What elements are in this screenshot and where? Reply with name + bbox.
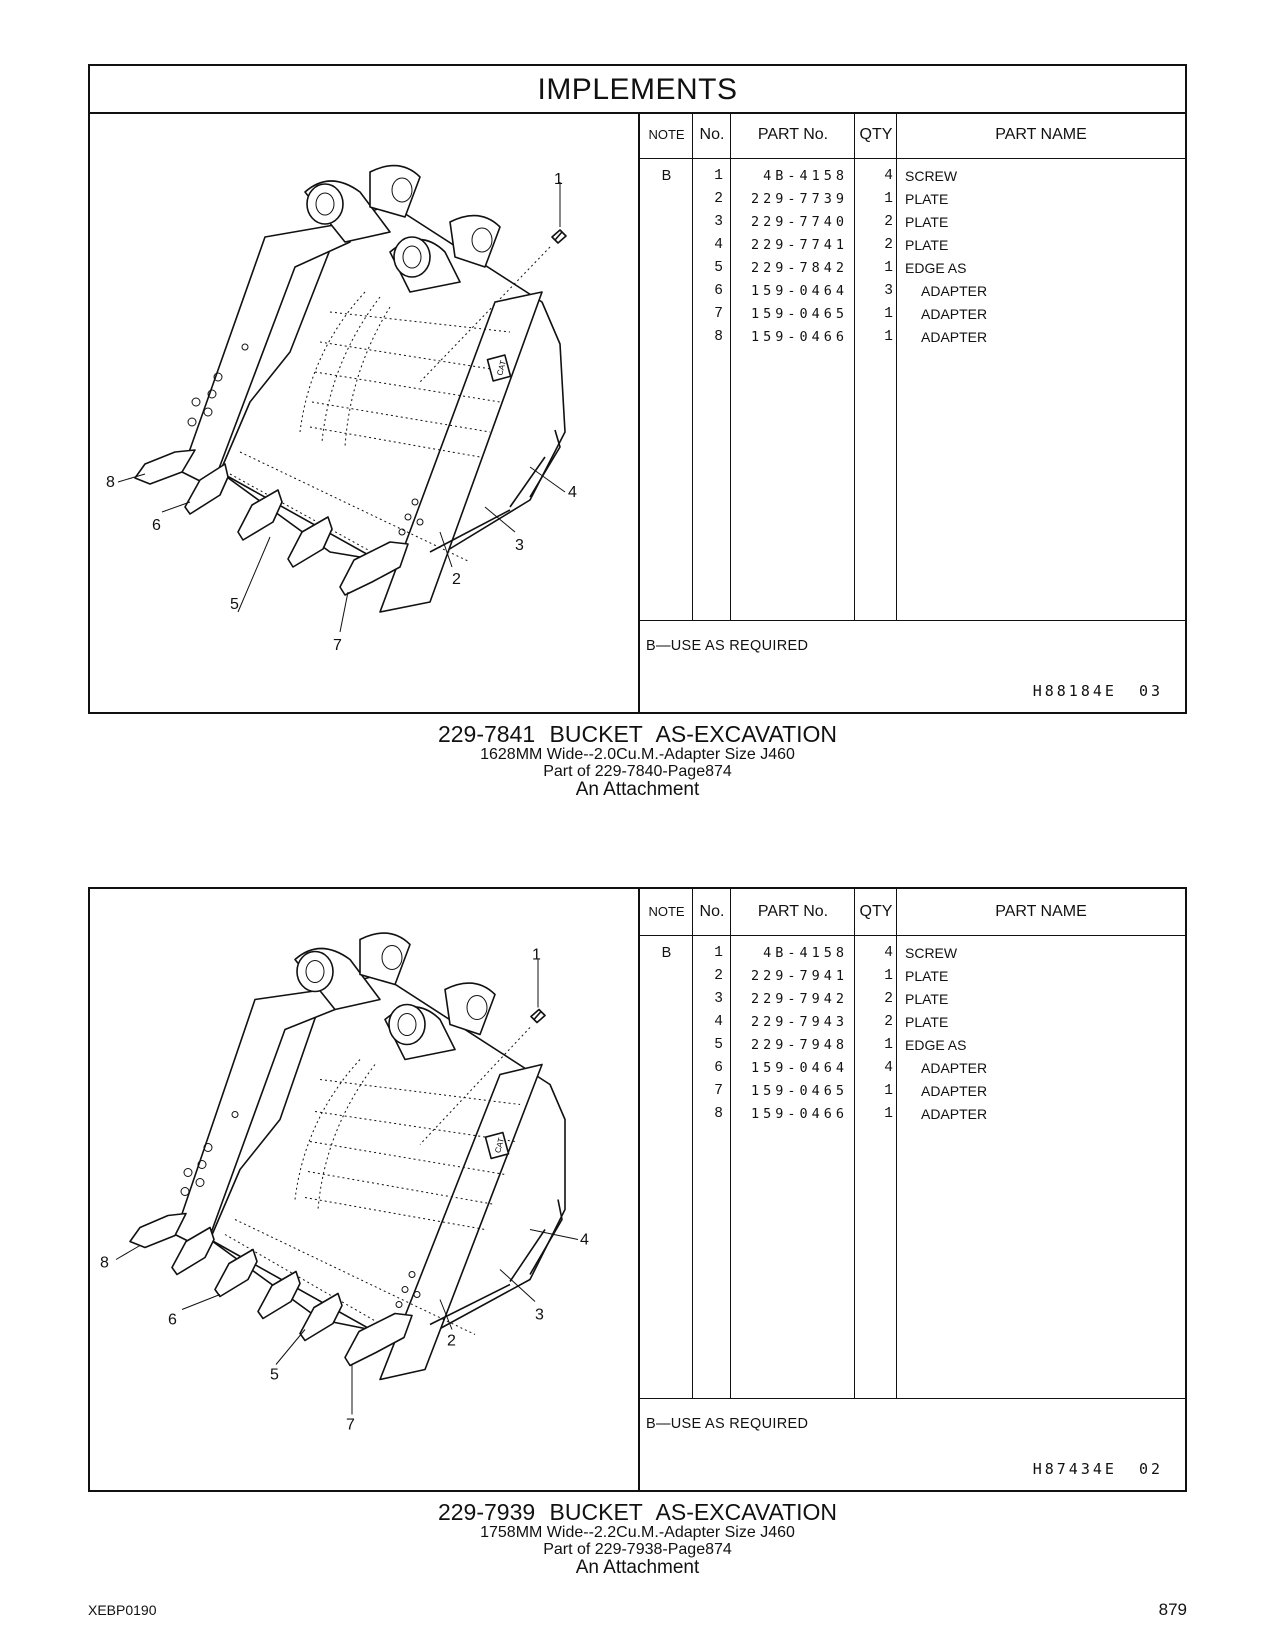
quantity-cell: 1 xyxy=(884,260,893,276)
bucket-drawing-1 xyxy=(90,112,638,712)
section-title: IMPLEMENTS xyxy=(90,66,1185,114)
reference-code: H88184E 03 xyxy=(1032,682,1163,700)
part-name-cell: PLATE xyxy=(905,968,949,984)
parts-table-1 xyxy=(638,112,1185,712)
part-name-cell: PLATE xyxy=(905,1014,949,1030)
part-number-cell: 159-0464 xyxy=(750,1060,848,1076)
quantity-cell: 3 xyxy=(884,283,893,299)
item-number-cell: 5 xyxy=(714,260,723,276)
parts-rows xyxy=(640,943,1185,1127)
item-number-cell: 2 xyxy=(714,191,723,207)
part-number-cell: 159-0466 xyxy=(750,1106,848,1122)
item-number-cell: 7 xyxy=(714,1083,723,1099)
header-note: NOTE xyxy=(648,904,685,919)
part-number-cell: 4B-4158 xyxy=(763,168,848,184)
callout-6: 6 xyxy=(152,517,161,534)
svg-text:CAT: CAT xyxy=(495,359,508,377)
header-part-name: PART NAME xyxy=(995,903,1087,920)
caption-line-2: Part of 229-7938-Page874 xyxy=(543,1541,732,1558)
callout-3: 3 xyxy=(515,537,524,554)
part-number-cell: 4B-4158 xyxy=(763,945,848,961)
quantity-cell: 1 xyxy=(884,1106,893,1122)
quantity-cell: 4 xyxy=(884,1060,893,1076)
table-row xyxy=(640,258,1185,281)
callout-2: 2 xyxy=(452,571,461,588)
item-number-cell: 8 xyxy=(714,1106,723,1122)
part-number-cell: 229-7739 xyxy=(750,191,848,207)
quantity-cell: 1 xyxy=(884,968,893,984)
table-row xyxy=(640,1058,1185,1081)
header-part-no: PART No. xyxy=(757,126,829,143)
caption-line-3: An Attachment xyxy=(575,1557,700,1578)
caption-1 xyxy=(88,722,1187,799)
table-row xyxy=(640,943,1185,966)
item-number-cell: 8 xyxy=(714,329,723,345)
quantity-cell: 4 xyxy=(884,945,893,961)
part-number-cell: 159-0464 xyxy=(750,283,848,299)
quantity-cell: 2 xyxy=(884,214,893,230)
part-name-cell: PLATE xyxy=(905,237,949,253)
callout-1: 1 xyxy=(554,171,563,188)
callout-7: 7 xyxy=(333,637,342,654)
part-name-cell: PLATE xyxy=(905,191,949,207)
callout-4: 4 xyxy=(580,1231,589,1249)
table-row xyxy=(640,1035,1185,1058)
caption-title: 229-7939 BUCKET AS-EXCAVATION xyxy=(437,1499,838,1525)
svg-text:CAT: CAT xyxy=(493,1136,506,1155)
part-number-cell: 159-0465 xyxy=(750,306,848,322)
part-name-cell: SCREW xyxy=(905,168,958,184)
header-part-name: PART NAME xyxy=(995,126,1087,143)
bucket-drawing-2 xyxy=(90,889,638,1490)
quantity-cell: 4 xyxy=(884,168,893,184)
table-row xyxy=(640,1081,1185,1104)
callout-2: 2 xyxy=(447,1332,456,1350)
quantity-cell: 2 xyxy=(884,1014,893,1030)
part-name-cell: ADAPTER xyxy=(921,283,988,299)
callout-3: 3 xyxy=(535,1306,544,1324)
quantity-cell: 2 xyxy=(884,991,893,1007)
part-number-cell: 229-7942 xyxy=(750,991,848,1007)
callout-5: 5 xyxy=(270,1366,279,1384)
caption-line-1: 1758MM Wide--2.2Cu.M.-Adapter Size J460 xyxy=(480,1524,795,1541)
note-cell: B xyxy=(661,945,672,961)
part-number-cell: 229-7842 xyxy=(750,260,848,276)
table-row xyxy=(640,189,1185,212)
part-name-cell: EDGE AS xyxy=(905,260,967,276)
part-number-cell: 229-7948 xyxy=(750,1037,848,1053)
table-row xyxy=(640,281,1185,304)
item-number-cell: 1 xyxy=(714,168,723,184)
header-no: No. xyxy=(699,126,725,143)
part-name-cell: PLATE xyxy=(905,991,949,1007)
table-row xyxy=(640,966,1185,989)
part-name-cell: ADAPTER xyxy=(921,329,988,345)
part-name-cell: SCREW xyxy=(905,945,958,961)
callout-1: 1 xyxy=(532,946,541,964)
header-qty: QTY xyxy=(859,903,893,920)
part-number-cell: 159-0465 xyxy=(750,1083,848,1099)
note-cell: B xyxy=(661,168,672,184)
caption-2 xyxy=(88,1500,1187,1577)
quantity-cell: 1 xyxy=(884,1037,893,1053)
caption-line-3: An Attachment xyxy=(575,779,700,800)
header-no: No. xyxy=(699,903,725,920)
quantity-cell: 2 xyxy=(884,237,893,253)
header-part-no: PART No. xyxy=(757,903,829,920)
callout-6: 6 xyxy=(168,1311,177,1329)
item-number-cell: 3 xyxy=(714,991,723,1007)
quantity-cell: 1 xyxy=(884,329,893,345)
callout-7: 7 xyxy=(346,1416,355,1434)
callout-4: 4 xyxy=(568,484,577,501)
part-name-cell: ADAPTER xyxy=(921,1083,988,1099)
quantity-cell: 1 xyxy=(884,306,893,322)
part-number-cell: 229-7943 xyxy=(750,1014,848,1030)
callout-8: 8 xyxy=(100,1254,109,1272)
item-number-cell: 3 xyxy=(714,214,723,230)
note-text: B—USE AS REQUIRED xyxy=(646,638,809,654)
item-number-cell: 6 xyxy=(714,1060,723,1076)
bucket-illustration-icon xyxy=(90,889,638,1490)
caption-title: 229-7841 BUCKET AS-EXCAVATION xyxy=(437,721,838,747)
table-row xyxy=(640,166,1185,189)
table-row xyxy=(640,235,1185,258)
item-number-cell: 6 xyxy=(714,283,723,299)
table-row xyxy=(640,304,1185,327)
item-number-cell: 4 xyxy=(714,237,723,253)
part-number-cell: 229-7941 xyxy=(750,968,848,984)
caption-line-2: Part of 229-7840-Page874 xyxy=(543,763,732,780)
quantity-cell: 1 xyxy=(884,1083,893,1099)
callout-5: 5 xyxy=(230,596,239,613)
part-name-cell: ADAPTER xyxy=(921,1106,988,1122)
part-name-cell: ADAPTER xyxy=(921,306,988,322)
parts-table-2 xyxy=(638,889,1185,1490)
document-code: XEBP0190 xyxy=(88,1602,157,1618)
quantity-cell: 1 xyxy=(884,191,893,207)
part-name-cell: EDGE AS xyxy=(905,1037,967,1053)
reference-code: H87434E 02 xyxy=(1032,1460,1163,1478)
item-number-cell: 4 xyxy=(714,1014,723,1030)
parts-rows xyxy=(640,166,1185,350)
table-row xyxy=(640,1104,1185,1127)
part-number-cell: 229-7740 xyxy=(750,214,848,230)
bucket-illustration-icon xyxy=(90,112,638,712)
page-number: 879 xyxy=(1158,1600,1187,1619)
header-note: NOTE xyxy=(648,127,685,142)
table-row xyxy=(640,212,1185,235)
item-number-cell: 1 xyxy=(714,945,723,961)
part-number-cell: 159-0466 xyxy=(750,329,848,345)
table-row xyxy=(640,989,1185,1012)
part-name-cell: PLATE xyxy=(905,214,949,230)
table-row xyxy=(640,327,1185,350)
parts-panel-1 xyxy=(88,64,1187,714)
item-number-cell: 5 xyxy=(714,1037,723,1053)
item-number-cell: 2 xyxy=(714,968,723,984)
note-text: B—USE AS REQUIRED xyxy=(646,1416,809,1432)
item-number-cell: 7 xyxy=(714,306,723,322)
table-row xyxy=(640,1012,1185,1035)
caption-line-1: 1628MM Wide--2.0Cu.M.-Adapter Size J460 xyxy=(480,746,795,763)
part-name-cell: ADAPTER xyxy=(921,1060,988,1076)
parts-panel-2 xyxy=(88,887,1187,1492)
callout-8: 8 xyxy=(106,474,115,491)
header-qty: QTY xyxy=(859,126,893,143)
part-number-cell: 229-7741 xyxy=(750,237,848,253)
